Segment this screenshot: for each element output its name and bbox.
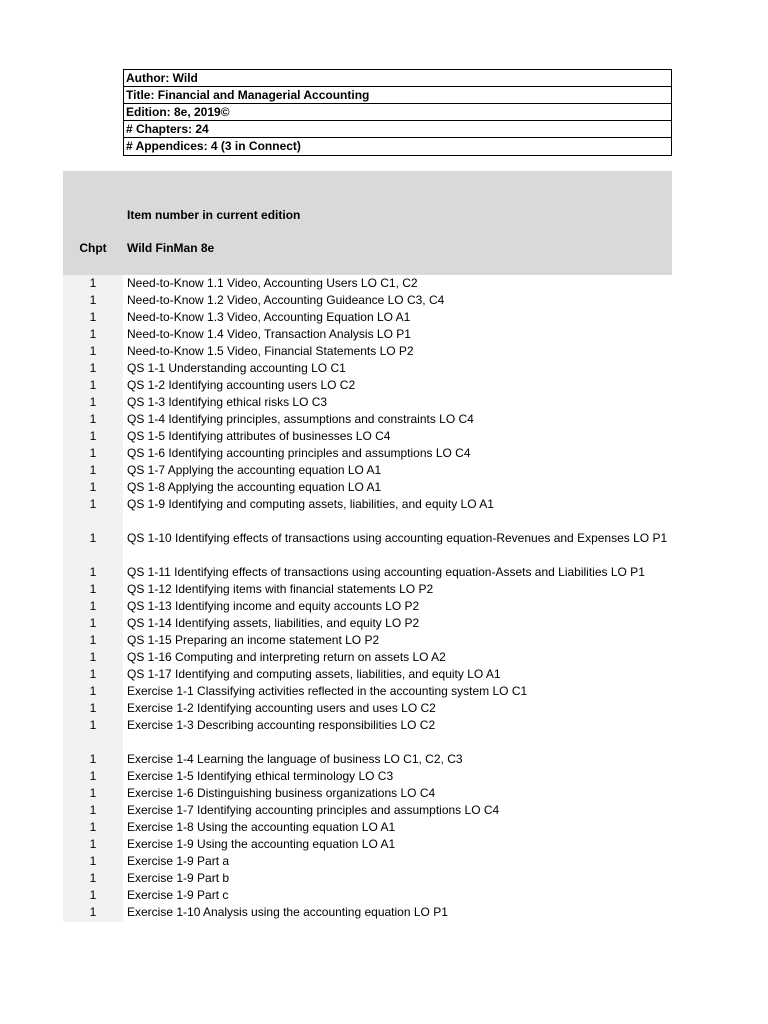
item-cell: Exercise 1-6 Distinguishing business organizations LO C4 bbox=[127, 786, 436, 800]
table-row bbox=[63, 615, 672, 632]
table-row bbox=[63, 836, 672, 853]
table-row bbox=[63, 309, 672, 326]
table-row bbox=[63, 649, 672, 666]
item-cell: Exercise 1-9 Using the accounting equation LO A1 bbox=[127, 837, 396, 851]
item-cell: Exercise 1-9 Part c bbox=[127, 888, 229, 902]
chapter-cell: 1 bbox=[89, 837, 97, 851]
item-cell: QS 1-3 Identifying ethical risks LO C3 bbox=[127, 395, 328, 409]
table-row bbox=[63, 598, 672, 615]
chapter-cell: 1 bbox=[89, 599, 97, 613]
item-cell: QS 1-14 Identifying assets, liabilities, and equity LO P2 bbox=[127, 616, 420, 630]
chapter-cell: 1 bbox=[89, 752, 97, 766]
chapter-cell: 1 bbox=[89, 446, 97, 460]
table-row bbox=[63, 870, 672, 887]
chapter-cell: 1 bbox=[89, 820, 97, 834]
item-cell: Need-to-Know 1.5 Video, Financial Statements LO P2 bbox=[127, 344, 414, 358]
table-row bbox=[63, 802, 672, 819]
table-row bbox=[63, 445, 672, 462]
table-row bbox=[63, 666, 672, 683]
table-row bbox=[63, 904, 672, 921]
item-cell: Exercise 1-1 Classifying activities reflected in the accounting system LO C1 bbox=[127, 684, 528, 698]
table-row bbox=[63, 734, 672, 768]
item-cell: Exercise 1-4 Learning the language of business LO C1, C2, C3 bbox=[127, 752, 463, 766]
item-cell: Need-to-Know 1.3 Video, Accounting Equation LO A1 bbox=[127, 310, 411, 324]
table-row bbox=[63, 343, 672, 360]
table-row bbox=[63, 819, 672, 836]
appendices-cell: # Appendices: 4 (3 in Connect) bbox=[126, 139, 301, 153]
chapter-cell: 1 bbox=[89, 701, 97, 715]
item-cell: QS 1-11 Identifying effects of transactions using accounting equation-Assets and Liabilities LO P1 bbox=[127, 565, 645, 579]
item-cell: QS 1-1 Understanding accounting LO C1 bbox=[127, 361, 346, 375]
chapter-cell: 1 bbox=[89, 633, 97, 647]
chapter-cell: 1 bbox=[89, 395, 97, 409]
table-row bbox=[63, 326, 672, 343]
table-row bbox=[63, 700, 672, 717]
chapter-cell: 1 bbox=[89, 871, 97, 885]
table-row bbox=[63, 683, 672, 700]
table-row bbox=[63, 275, 672, 292]
chapter-cell: 1 bbox=[89, 684, 97, 698]
table-header-band bbox=[63, 171, 672, 275]
item-cell: QS 1-16 Computing and interpreting return on assets LO A2 bbox=[127, 650, 446, 664]
chapter-cell: 1 bbox=[89, 769, 97, 783]
wild-column-heading: Wild FinMan 8e bbox=[127, 241, 215, 255]
item-cell: Exercise 1-9 Part a bbox=[127, 854, 230, 868]
table-row bbox=[63, 768, 672, 785]
chapter-cell: 1 bbox=[89, 531, 97, 545]
chapters-cell: # Chapters: 24 bbox=[124, 121, 671, 138]
chapter-cell: 1 bbox=[89, 582, 97, 596]
item-cell: QS 1-9 Identifying and computing assets, liabilities, and equity LO A1 bbox=[127, 497, 494, 511]
chapter-cell: 1 bbox=[89, 361, 97, 375]
chapter-cell: 1 bbox=[89, 378, 97, 392]
item-cell: QS 1-15 Preparing an income statement LO P2 bbox=[127, 633, 380, 647]
item-cell: Exercise 1-8 Using the accounting equation LO A1 bbox=[127, 820, 396, 834]
item-cell: QS 1-8 Applying the accounting equation LO A1 bbox=[127, 480, 382, 494]
table-row bbox=[63, 394, 672, 411]
chapter-cell: 1 bbox=[89, 786, 97, 800]
chapter-cell: 1 bbox=[89, 429, 97, 443]
chapter-cell: 1 bbox=[89, 412, 97, 426]
item-cell: Need-to-Know 1.4 Video, Transaction Analysis LO P1 bbox=[127, 327, 411, 341]
item-cell: Exercise 1-10 Analysis using the accounting equation LO P1 bbox=[127, 905, 448, 919]
table-row bbox=[63, 292, 672, 309]
table-row bbox=[63, 785, 672, 802]
chpt-column-heading: Chpt bbox=[79, 241, 107, 255]
table-row bbox=[63, 887, 672, 904]
chapter-cell: 1 bbox=[89, 854, 97, 868]
table-row bbox=[63, 513, 672, 547]
item-table bbox=[63, 275, 672, 921]
chapter-cell: 1 bbox=[89, 718, 97, 732]
table-row bbox=[63, 717, 672, 734]
item-number-heading: Item number in current edition bbox=[127, 208, 301, 222]
item-cell: Need-to-Know 1.2 Video, Accounting Guideance LO C3, C4 bbox=[127, 293, 445, 307]
table-row bbox=[63, 581, 672, 598]
author-cell: Author: Wild bbox=[124, 70, 671, 87]
table-row bbox=[63, 496, 672, 513]
chapter-cell: 1 bbox=[89, 480, 97, 494]
chapter-cell: 1 bbox=[89, 344, 97, 358]
item-cell: QS 1-2 Identifying accounting users LO C2 bbox=[127, 378, 356, 392]
item-cell: QS 1-7 Applying the accounting equation LO A1 bbox=[127, 463, 382, 477]
item-cell: QS 1-4 Identifying principles, assumptions and constraints LO C4 bbox=[127, 412, 474, 426]
chapter-cell: 1 bbox=[89, 497, 97, 511]
table-row bbox=[63, 853, 672, 870]
chapter-cell: 1 bbox=[89, 803, 97, 817]
chapter-cell: 1 bbox=[89, 293, 97, 307]
book-info-box bbox=[123, 69, 672, 156]
chapter-cell: 1 bbox=[89, 616, 97, 630]
item-cell: QS 1-10 Identifying effects of transactions using accounting equation-Revenues and Expenses LO P1 bbox=[127, 531, 668, 545]
table-row bbox=[63, 547, 672, 581]
item-cell: Exercise 1-9 Part b bbox=[127, 871, 230, 885]
chapter-cell: 1 bbox=[89, 276, 97, 290]
table-row bbox=[63, 479, 672, 496]
chapter-cell: 1 bbox=[89, 905, 97, 919]
item-cell: Need-to-Know 1.1 Video, Accounting Users LO C1, C2 bbox=[127, 276, 418, 290]
chapter-cell: 1 bbox=[89, 310, 97, 324]
chapter-cell: 1 bbox=[89, 463, 97, 477]
item-cell: Exercise 1-7 Identifying accounting principles and assumptions LO C4 bbox=[127, 803, 500, 817]
chapter-cell: 1 bbox=[89, 667, 97, 681]
table-row bbox=[63, 377, 672, 394]
item-cell: Exercise 1-3 Describing accounting responsibilities LO C2 bbox=[127, 718, 436, 732]
chapter-cell: 1 bbox=[89, 650, 97, 664]
title-cell: Title: Financial and Managerial Accounting bbox=[124, 87, 671, 104]
chapter-cell: 1 bbox=[89, 327, 97, 341]
table-row bbox=[63, 360, 672, 377]
item-cell: Exercise 1-2 Identifying accounting users and uses LO C2 bbox=[127, 701, 436, 715]
table-row bbox=[63, 632, 672, 649]
edition-cell: Edition: 8e, 2019© bbox=[124, 104, 671, 121]
table-row bbox=[63, 462, 672, 479]
item-cell: QS 1-6 Identifying accounting principles and assumptions LO C4 bbox=[127, 446, 471, 460]
item-cell: QS 1-13 Identifying income and equity accounts LO P2 bbox=[127, 599, 420, 613]
table-row bbox=[63, 428, 672, 445]
item-cell: Exercise 1-5 Identifying ethical terminology LO C3 bbox=[127, 769, 394, 783]
item-cell: QS 1-12 Identifying items with financial statements LO P2 bbox=[127, 582, 434, 596]
table-row bbox=[63, 411, 672, 428]
chapter-cell: 1 bbox=[89, 565, 97, 579]
item-cell: QS 1-17 Identifying and computing assets, liabilities, and equity LO A1 bbox=[127, 667, 501, 681]
item-cell: QS 1-5 Identifying attributes of businesses LO C4 bbox=[127, 429, 391, 443]
chapter-cell: 1 bbox=[89, 888, 97, 902]
